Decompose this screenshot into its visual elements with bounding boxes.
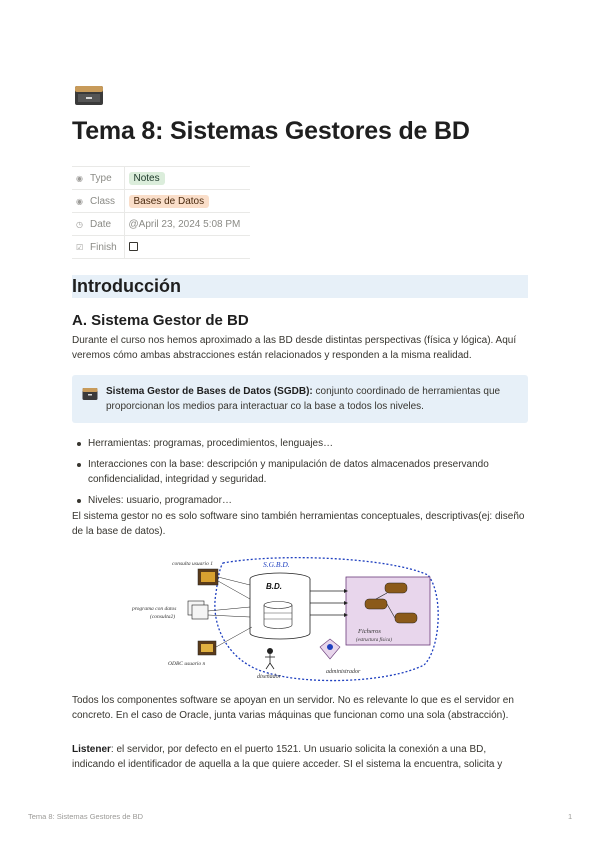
ficheros-sublabel: (estructura física): [356, 638, 392, 643]
bullet-list: [72, 436, 528, 514]
file-cabinet-icon: [74, 84, 104, 106]
property-label: Finish: [90, 241, 117, 253]
section-heading: Introducción: [72, 276, 181, 296]
svg-text:(consulta2): (consulta2): [150, 614, 176, 620]
user1-label: consulta usuario 1: [172, 561, 213, 567]
page-title: Tema 8: Sistemas Gestores de BD: [72, 117, 470, 145]
admin-label: administrador: [326, 669, 361, 675]
sgbd-diagram: [128, 555, 440, 689]
property-row-type: [72, 167, 250, 190]
listener-text: : el servidor, por defecto en el puerto 1521. Un usuario solicita la conexión a una BD, indicando el identificador de aquella a la que quiere acceder. SI el sistema la encuentra, solicita y: [72, 744, 503, 770]
sgbd-label: S.G.B.D.: [263, 560, 290, 569]
ficheros-label: Ficheros: [358, 628, 381, 635]
bd-label: B.D.: [266, 582, 282, 591]
page-number: 1: [568, 812, 573, 821]
list-item: Herramientas: programas, procedimientos, lenguajes…: [72, 436, 528, 451]
odbc-label: ODBC usuario n: [168, 661, 206, 667]
paragraph-sgbd: El sistema gestor no es solo software sino también herramientas conceptuales, descriptivas(ej: diseño de la base de datos).: [72, 511, 525, 537]
paragraph-listener: [72, 742, 528, 772]
footer-title: Tema 8: Sistemas Gestores de BD: [28, 812, 144, 821]
callout-definition: conjunto coordinado de herramientas que proporcionan los medios para interactuar co la base a todos los niveles.: [106, 386, 501, 412]
callout: [72, 375, 528, 423]
intro-paragraph: Durante el curso nos hemos aproximado a las BD desde distintas perspectivas (física y lógica). Aquí veremos cómo ambas abstracciones están relacionados y responden a la misma realidad.: [72, 335, 517, 361]
listener-term: Listener: [72, 744, 111, 755]
callout-term: Sistema Gestor de Bases de Datos (SGDB):: [106, 386, 313, 397]
subsection-heading: A. Sistema Gestor de BD: [72, 312, 249, 329]
paragraph-servidor: Todos los componentes software se apoyan en un servidor. No es relevante lo que es el servidor en concreto. En el caso de Oracle, junta varias máquinas que funcionan como una sola (abstracción).: [72, 695, 514, 721]
checkbox-icon: ☑: [76, 242, 84, 252]
clock-icon: ◷: [76, 219, 83, 229]
callout-text: [106, 384, 516, 414]
property-row-finish: [72, 236, 250, 259]
radio-icon: ◉: [76, 196, 83, 206]
property-label: Class: [90, 195, 116, 207]
property-label: Date: [90, 218, 112, 230]
date-value[interactable]: @April 23, 2024 5:08 PM: [128, 218, 241, 230]
program-label: programa con datos: [132, 606, 177, 612]
file-cabinet-icon: [82, 387, 98, 401]
property-row-class: [72, 190, 250, 213]
list-item: Interacciones con la base: descripción y manipulación de datos almacenados preservando confidencialidad, integridad y seguridad.: [72, 457, 528, 487]
list-item: Niveles: usuario, programador…: [72, 493, 528, 508]
disenador-label: diseñador: [257, 674, 281, 680]
properties-table: [72, 166, 250, 259]
section-heading-bar: [72, 275, 528, 298]
finish-checkbox[interactable]: [129, 242, 138, 251]
property-row-date: [72, 213, 250, 236]
radio-icon: ◉: [76, 173, 83, 183]
type-tag[interactable]: Notes: [129, 172, 165, 185]
class-tag[interactable]: Bases de Datos: [129, 195, 210, 208]
property-label: Type: [90, 172, 112, 184]
